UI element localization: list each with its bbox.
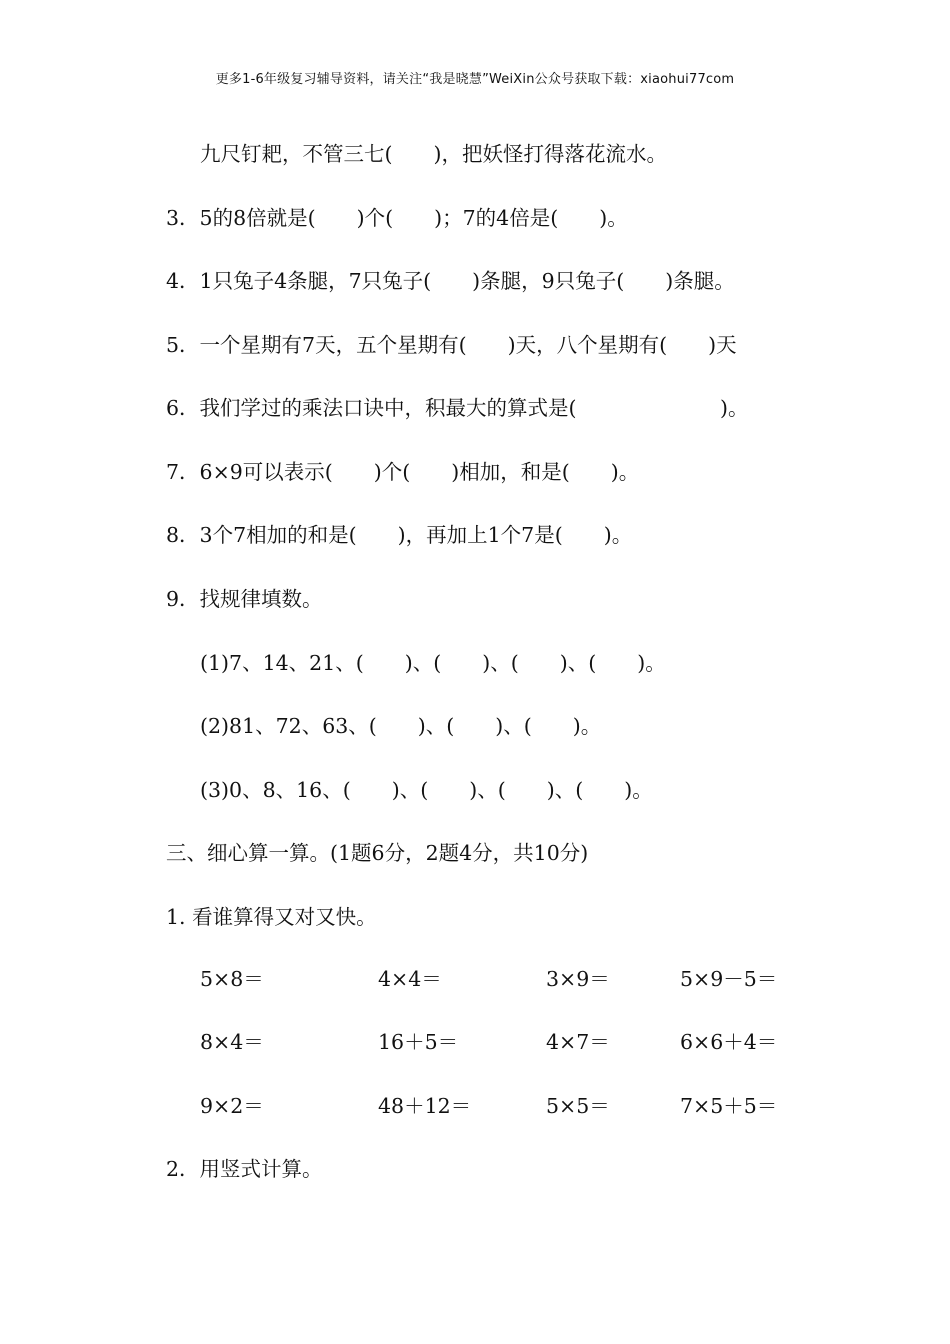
section-3-heading: 三、细心算一算。(1题6分，2题4分，共10分) — [166, 841, 589, 865]
calc-item: 4×7＝ — [546, 1030, 610, 1054]
subquestion-2: 2．用竖式计算。 — [166, 1157, 323, 1181]
question-9-part-3: (3)0、8、16、( )、( )、( )、( )。 — [200, 778, 653, 802]
text-line-continuation: 九尺钉耙，不管三七( )，把妖怪打得落花流水。 — [200, 142, 667, 166]
calc-item: 48＋12＝ — [378, 1094, 472, 1118]
question-7: 7．6×9可以表示( )个( )相加，和是( )。 — [166, 460, 640, 484]
question-6: 6．我们学过的乘法口诀中，积最大的算式是( )。 — [166, 396, 749, 420]
question-9: 9．找规律填数。 — [166, 587, 323, 611]
page-header: 更多1-6年级复习辅导资料，请关注“我是晓慧”WeiXin公众号获取下载：xiaohui77com — [215, 72, 735, 87]
calc-item: 16＋5＝ — [378, 1030, 459, 1054]
question-8: 8．3个7相加的和是( )，再加上1个7是( )。 — [166, 523, 633, 547]
subquestion-1: 1. 看谁算得又对又快。 — [166, 905, 377, 929]
calc-item: 5×5＝ — [546, 1094, 610, 1118]
question-9-part-2: (2)81、72、63、( )、( )、( )。 — [200, 714, 602, 738]
calc-item: 3×9＝ — [546, 967, 610, 991]
calc-item: 5×8＝ — [200, 967, 264, 991]
calc-item: 4×4＝ — [378, 967, 442, 991]
question-3: 3．5的8倍就是( )个( )；7的4倍是( )。 — [166, 206, 628, 230]
question-5: 5．一个星期有7天，五个星期有( )天，八个星期有( )天 — [166, 333, 737, 357]
calc-item: 7×5＋5＝ — [680, 1094, 778, 1118]
question-4: 4．1只兔子4条腿，7只兔子( )条腿，9只兔子( )条腿。 — [166, 269, 735, 293]
calc-item: 5×9－5＝ — [680, 967, 778, 991]
calc-item: 8×4＝ — [200, 1030, 264, 1054]
calc-item: 6×6＋4＝ — [680, 1030, 778, 1054]
question-9-part-1: (1)7、14、21、( )、( )、( )、( )。 — [200, 651, 666, 675]
calc-item: 9×2＝ — [200, 1094, 264, 1118]
